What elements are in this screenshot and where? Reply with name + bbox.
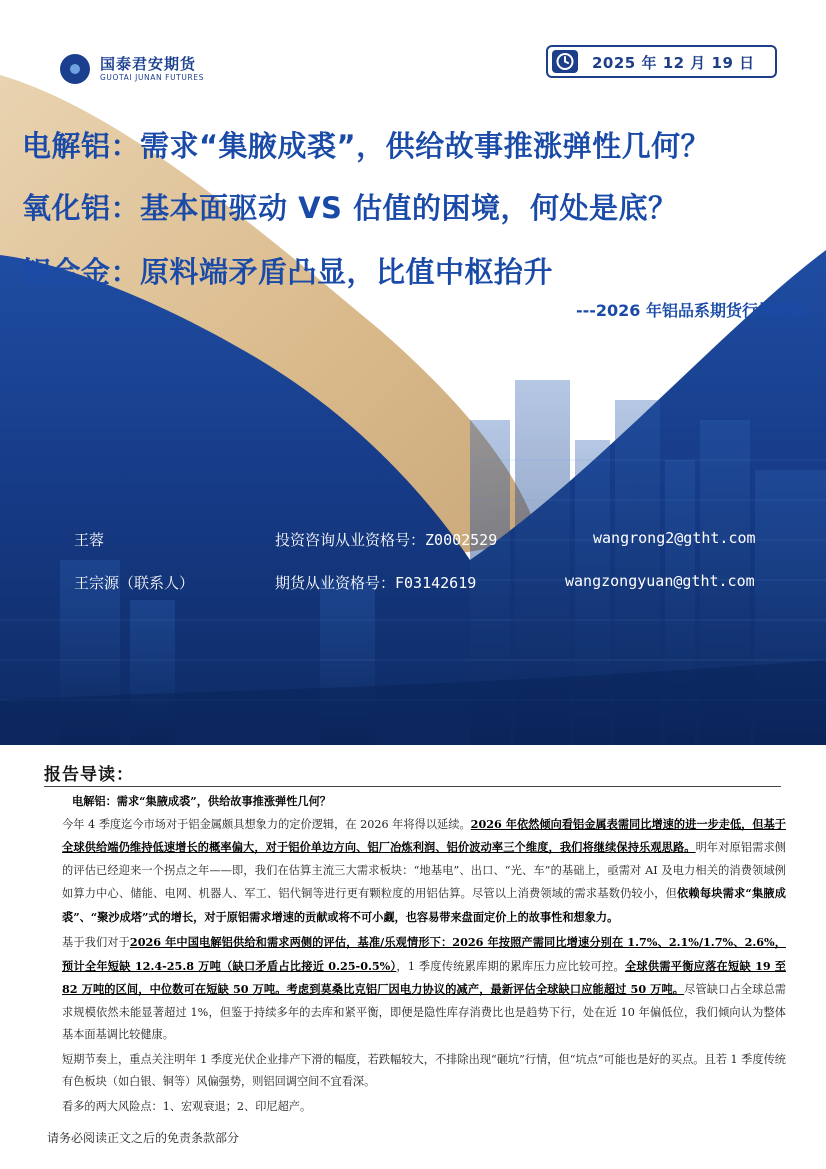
intro-heading: 报告导读： — [44, 765, 134, 785]
intro-body — [62, 790, 786, 1118]
author-email[interactable]: wangzongyuan@gtht.com — [565, 572, 755, 590]
brand-name: 国泰君安期货 — [100, 54, 197, 73]
author-email[interactable]: wangrong2@gtht.com — [593, 529, 756, 547]
intro-paragraph: 看多的两大风险点：1、宏观衰退；2、印尼超产。 — [62, 1099, 312, 1113]
divider — [44, 786, 781, 787]
intro-subheading: 电解铝：需求“集腋成裘”，供给故事推涨弹性几何？ — [72, 794, 331, 808]
report-subtitle: ---2026 年铝品系期货行情展望 — [575, 301, 806, 320]
intro-paragraph: 今年 4 季度迄今市场对于铝金属颇具想象力的定价逻辑，在 2026 年将得以延续。2026 年依然倾向看铝金属表需同比增速的进一步走低，但基于全球供给端仍维持低速增长的概率偏大，对于铝价单边方向、铝厂冶炼利润、铝价波动率三个维度，我们将继续保持乐观思路。明年对原铝需求侧的评估已经迎来一个拐点之年——即，我们在估算主流三大需求板块：“地基电”、出口、“光、车”的基础上，亟需对 AI 及电力相关的消费领域例如算力中心、储能、电网、机器人、军工、铝代铜等进行更有颗粒度的用铝估算。尽管以上消费领域的需求基数仍较小，但依赖每块需求“集腋成裘”、“聚沙成塔”式的增长，对于原铝需求增速的贡献或将不可小觑，也容易带来盘面定价上的故事性和想象力。 — [62, 816, 786, 924]
author-name: 王宗源（联系人） — [74, 574, 195, 592]
intro-paragraph: 基于我们对于2026 年中国电解铝供给和需求两侧的评估，基准/乐观情形下：2026 年按照产需同比增速分别在 1.7%、2.1%/1.7%、2.6%，预计全年短缺 12.4-25.8 万吨（缺口矛盾占比接近 0.25-0.5%），1 季度传统累库期的累库压力应比较可控。全球供需平衡应落在短缺 19 至 82 万吨的区间，中位数可在短缺 50 万吨。考虑到莫桑比克铝厂因电力协议的减产，最新评估全球缺口应能超过 50 万吨。尽管缺口占全球总需求规模依然未能显著超过 1%，但鉴于持续多年的去库和紧平衡，即便是隐性库存消费比也是趋势下行，处在近 10 年偏低位，我们倾向认为整体基本面基调比较健康。 — [62, 935, 786, 1041]
title-aluminium: 电解铝：需求“集腋成裘”，供给故事推涨弹性几何？ — [22, 129, 711, 163]
author-license: 期货从业资格号：F03142619 — [275, 574, 477, 592]
intro-paragraph: 短期节奏上，重点关注明年 1 季度光伏企业排产下滑的幅度，若跌幅较大，不排除出现“砸坑”行情，但“坑点”可能也是好的买点。且若 1 季度传统有色板块（如白银、铜等）风偏强势，则铝回调空间不宜看深。 — [62, 1052, 786, 1088]
brand-logo-icon — [58, 52, 92, 86]
title-alumina: 氧化铝：基本面驱动 VS 估值的困境，何处是底？ — [22, 191, 678, 225]
author-name: 王蓉 — [74, 531, 105, 549]
title-aluminium-alloy: 铝合金：原料端矛盾凸显，比值中枢抬升 — [22, 255, 554, 289]
disclaimer-note: 请务必阅读正文之后的免责条款部分 — [47, 1131, 240, 1145]
report-date-box — [546, 45, 777, 78]
brand-name-en: GUOTAI JUNAN FUTURES — [100, 72, 204, 82]
author-license: 投资咨询从业资格号：Z0002529 — [275, 531, 498, 549]
clock-icon — [552, 50, 578, 73]
report-date: 2025 年 12 月 19 日 — [592, 54, 755, 72]
brand-logo — [58, 52, 204, 86]
